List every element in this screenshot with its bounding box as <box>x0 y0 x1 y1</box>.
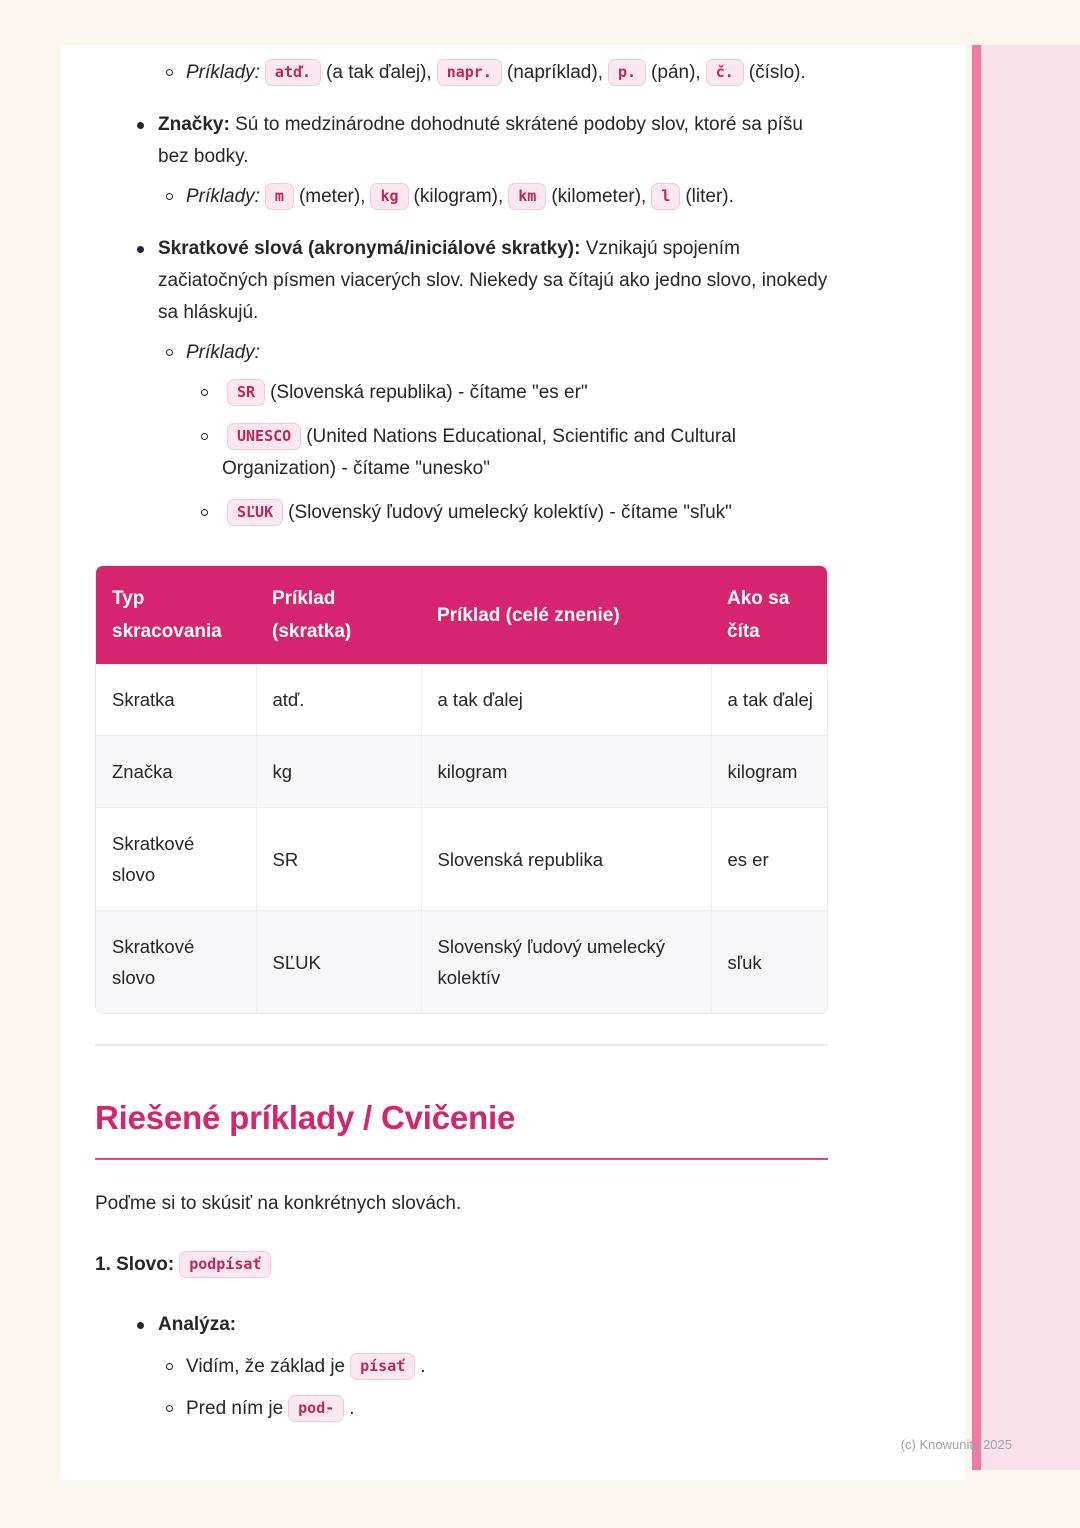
heading-underline <box>95 1158 828 1160</box>
list-item-text <box>222 421 830 485</box>
list-item-text <box>158 1309 830 1341</box>
table-cell: kg <box>256 736 421 808</box>
code-tag: SR <box>227 379 265 406</box>
table-cell: kilogram <box>421 736 711 808</box>
text-segment: (Slovenský ľudový umelecký kolektív) - čítame "sľuk" <box>288 502 732 523</box>
list-item-step-predpona <box>95 1393 830 1425</box>
text-segment: Skratkové slová (akronymá/iniciálové skratky): <box>158 238 581 259</box>
list-item-text <box>186 181 830 213</box>
table-header-row <box>96 566 828 664</box>
list-item-example-sr <box>95 377 830 409</box>
text-segment: Príklady: <box>186 186 260 207</box>
table-cell: a tak ďalej <box>711 664 828 736</box>
section-divider <box>95 1044 828 1046</box>
section-heading: Riešené príklady / Cvičenie <box>95 1099 516 1136</box>
table-body <box>96 664 828 1013</box>
document-card <box>60 45 965 1480</box>
abbreviation-table <box>95 565 828 1014</box>
table-header-cell: Typ skracovania <box>96 566 256 664</box>
text-segment: . <box>420 1356 426 1377</box>
table-row <box>96 911 828 1014</box>
list-item-text <box>186 1351 830 1383</box>
code-tag: UNESCO <box>227 423 301 450</box>
disc-bullet-icon <box>137 1322 144 1329</box>
text-segment: (číslo). <box>748 62 806 83</box>
code-tag: SĽUK <box>227 499 283 526</box>
watermark: (c) Knowunity 2025 <box>900 1437 1012 1452</box>
list-item-text <box>222 377 830 409</box>
table-cell: es er <box>711 808 828 911</box>
table-cell: SR <box>256 808 421 911</box>
text-segment: Značky: <box>158 114 230 135</box>
disc-bullet-icon <box>137 246 144 253</box>
text-segment: . <box>349 1398 355 1419</box>
list-item-text <box>158 109 830 173</box>
table-cell: Slovenský ľudový umelecký kolektív <box>421 911 711 1014</box>
table-header-cell: Príklad (skratka) <box>256 566 421 664</box>
code-tag: pod- <box>288 1395 344 1422</box>
table-cell: kilogram <box>711 736 828 808</box>
list-item-priklady-znacky <box>95 181 830 213</box>
code-tag: km <box>508 183 546 210</box>
circle-bullet-icon <box>201 509 208 516</box>
list-item-skratkove-slova <box>95 233 830 329</box>
list-item-znacky <box>95 109 830 173</box>
table-head <box>96 566 828 664</box>
list-item-priklady-skratky <box>95 57 830 89</box>
text-segment: Príklady: <box>186 342 260 363</box>
disc-bullet-icon <box>137 122 144 129</box>
table-cell: Slovenská republika <box>421 808 711 911</box>
text-segment: (pán), <box>651 62 701 83</box>
text-segment: (a tak ďalej), <box>326 62 432 83</box>
table-row <box>96 664 828 736</box>
text-segment: (napríklad), <box>506 62 603 83</box>
table-cell: Značka <box>96 736 256 808</box>
code-tag: podpísať <box>179 1251 271 1278</box>
list-item-example-unesco <box>95 421 830 485</box>
text-segment: (Slovenská republika) - čítame "es er" <box>270 382 588 403</box>
code-tag: č. <box>706 59 744 86</box>
circle-bullet-icon <box>166 1363 173 1370</box>
table-cell: sľuk <box>711 911 828 1014</box>
table-row <box>96 808 828 911</box>
text-segment: (liter). <box>685 186 734 207</box>
code-tag: p. <box>608 59 646 86</box>
list-item-text <box>186 1393 830 1425</box>
list-item-text <box>158 233 830 329</box>
table-cell: Skratkové slovo <box>96 911 256 1014</box>
exercise-word-line <box>95 1248 830 1281</box>
table-cell: a tak ďalej <box>421 664 711 736</box>
table-cell: Skratka <box>96 664 256 736</box>
code-tag: napr. <box>437 59 502 86</box>
text-segment: Príklady: <box>186 62 260 83</box>
text-segment: Sú to medzinárodne dohodnuté skrátené podoby slov, ktoré sa píšu bez bodky. <box>158 114 803 167</box>
text-segment: 1. Slovo: <box>95 1254 175 1275</box>
circle-bullet-icon <box>201 433 208 440</box>
code-tag: l <box>651 183 680 210</box>
table-cell: atď. <box>256 664 421 736</box>
circle-bullet-icon <box>201 389 208 396</box>
text-segment: (kilometer), <box>551 186 647 207</box>
circle-bullet-icon <box>166 69 173 76</box>
code-tag: atď. <box>265 59 321 86</box>
page-edge-bar <box>972 45 981 1470</box>
list-item-example-sluk <box>95 497 830 529</box>
code-tag: písať <box>350 1353 415 1380</box>
text-segment: Vidím, že základ je <box>186 1356 346 1377</box>
circle-bullet-icon <box>166 193 173 200</box>
list-item-step-zaklad <box>95 1351 830 1383</box>
text-segment: Analýza: <box>158 1314 237 1335</box>
list-item-text <box>222 497 830 529</box>
code-tag: m <box>265 183 294 210</box>
code-tag: kg <box>370 183 408 210</box>
intro-paragraph: Poďme si to skúsiť na konkrétnych slovách. <box>95 1193 462 1214</box>
text-segment: (kilogram), <box>413 186 504 207</box>
text-segment: Vznikajú spojením začiatočných písmen viacerých slov. Niekedy sa čítajú ako jedno slovo, inokedy sa hláskujú. <box>158 238 828 323</box>
circle-bullet-icon <box>166 349 173 356</box>
table-cell: Skratkové slovo <box>96 808 256 911</box>
list-item-text <box>186 57 830 89</box>
page-edge-margin <box>981 45 1080 1470</box>
list-item-text <box>186 337 830 369</box>
table <box>96 566 828 1013</box>
list-item-priklady-label <box>95 337 830 369</box>
document-content <box>60 45 830 1425</box>
table-row <box>96 736 828 808</box>
list-item-analyza <box>95 1309 830 1341</box>
text-segment: (meter), <box>298 186 366 207</box>
table-header-cell: Ako sa číta <box>711 566 828 664</box>
table-header-cell: Príklad (celé znenie) <box>421 566 711 664</box>
text-segment: (United Nations Educational, Scientific and Cultural Organization) - čítame "unesko" <box>222 426 737 479</box>
circle-bullet-icon <box>166 1405 173 1412</box>
text-segment: Pred ním je <box>186 1398 284 1419</box>
table-cell: SĽUK <box>256 911 421 1014</box>
